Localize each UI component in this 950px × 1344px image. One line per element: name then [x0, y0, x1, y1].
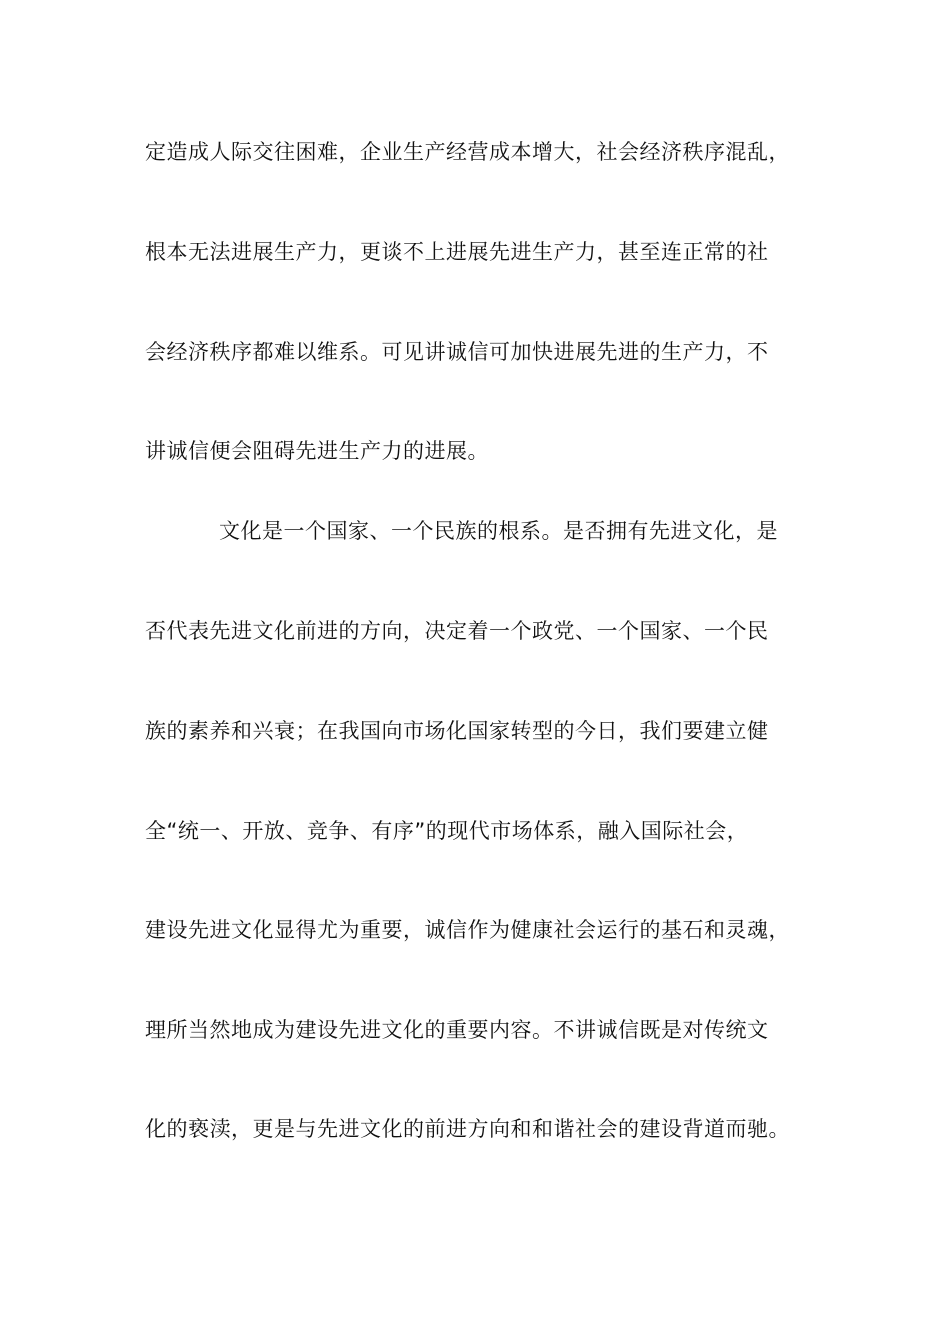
paragraph-first-line: 文化是一个国家、一个民族的根系。是否拥有先进文化，是: [219, 519, 778, 543]
text-line: 族的素养和兴衰；在我国向市场化国家转型的今日，我们要建立健: [145, 719, 769, 743]
text-line: 根本无法进展生产力，更谈不上进展先进生产力，甚至连正常的社: [145, 240, 769, 264]
text-line: 会经济秩序都难以维系。可见讲诚信可加快进展先进的生产力，不: [145, 340, 769, 364]
text-line: 建设先进文化显得尤为重要，诚信作为健康社会运行的基石和灵魂，: [145, 918, 790, 942]
text-line: 全“统一、开放、竞争、有序”的现代市场体系，融入国际社会，: [145, 819, 749, 843]
text-line: 定造成人际交往困难，企业生产经营成本增大，社会经济秩序混乱，: [145, 140, 790, 164]
text-line: 化的亵渎，更是与先进文化的前进方向和和谐社会的建设背道而驰。: [145, 1117, 790, 1141]
text-line: 讲诚信便会阻碍先进生产力的进展。: [145, 439, 489, 463]
text-line: 否代表先进文化前进的方向，决定着一个政党、一个国家、一个民: [145, 619, 769, 643]
text-line: 理所当然地成为建设先进文化的重要内容。不讲诚信既是对传统文: [145, 1018, 769, 1042]
